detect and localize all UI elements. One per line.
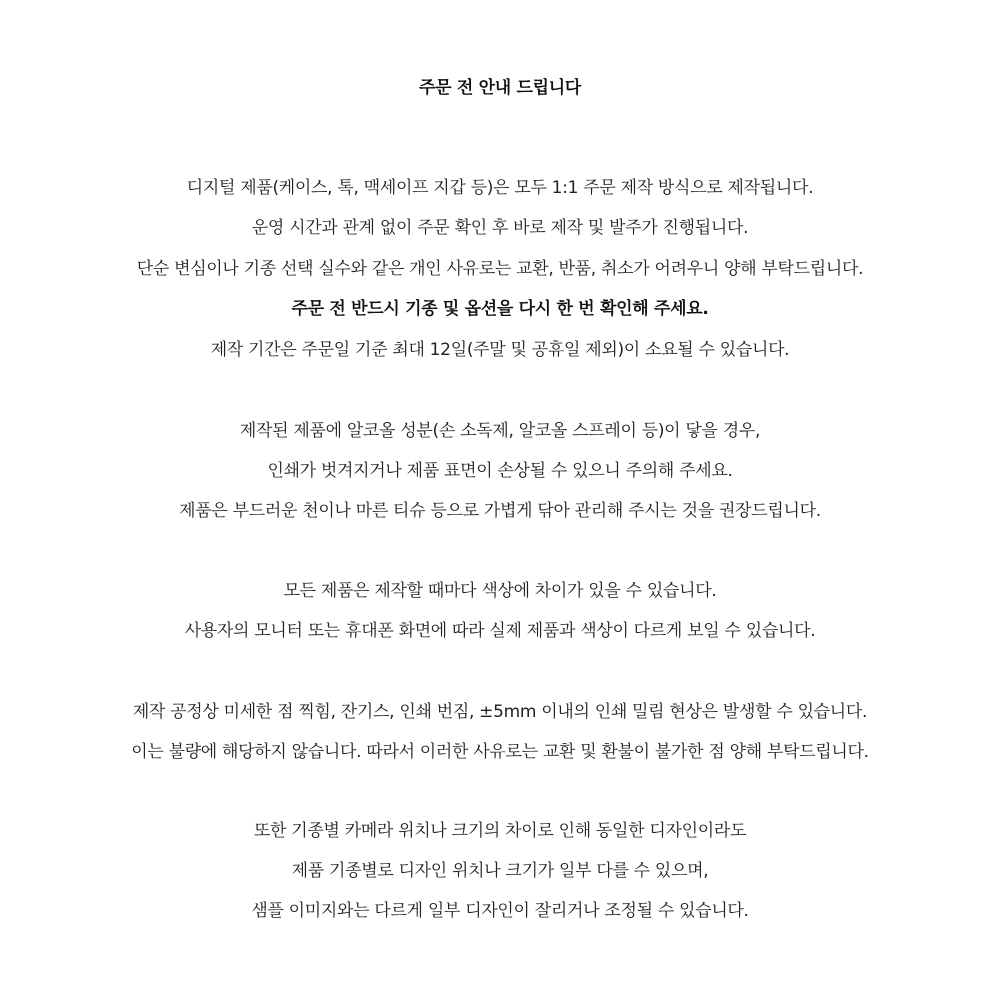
notice-line: 또한 기종별 카메라 위치나 크기의 차이로 인해 동일한 디자인이라도: [253, 821, 747, 841]
notice-line: 제품 기종별로 디자인 위치나 크기가 일부 다를 수 있으며,: [291, 861, 709, 881]
notice-line: 샘플 이미지와는 다르게 일부 디자인이 잘리거나 조정될 수 있습니다.: [251, 901, 749, 921]
notice-line: 제품은 부드러운 천이나 마른 티슈 등으로 가볍게 닦아 관리해 주시는 것을 권장드립니다.: [179, 501, 821, 521]
notice-line: 운영 시간과 관계 없이 주문 확인 후 바로 제작 및 발주가 진행됩니다.: [251, 218, 749, 238]
notice-line-emphasis: 주문 전 반드시 기종 및 옵션을 다시 한 번 확인해 주세요.: [291, 299, 709, 319]
notice-line: 모든 제품은 제작할 때마다 색상에 차이가 있을 수 있습니다.: [283, 581, 717, 601]
notice-line: 디지털 제품(케이스, 톡, 맥세이프 지갑 등)은 모두 1:1 주문 제작 방식으로 제작됩니다.: [186, 178, 814, 198]
notice-line: 인쇄가 벗겨지거나 제품 표면이 손상될 수 있으니 주의해 주세요.: [267, 461, 733, 481]
notice-line: 사용자의 모니터 또는 휴대폰 화면에 따라 실제 제품과 색상이 다르게 보일 수 있습니다.: [184, 621, 816, 641]
notice-title: 주문 전 안내 드립니다: [419, 78, 581, 98]
notice-line: 제작 공정상 미세한 점 찍힘, 잔기스, 인쇄 번짐, ±5mm 이내의 인쇄 밀림 현상은 발생할 수 있습니다.: [132, 702, 868, 722]
notice-line: 제작 기간은 주문일 기준 최대 12일(주말 및 공휴일 제외)이 소요될 수 있습니다.: [210, 340, 790, 360]
notice-line: 이는 불량에 해당하지 않습니다. 따라서 이러한 사유로는 교환 및 환불이 불가한 점 양해 부탁드립니다.: [131, 742, 869, 762]
notice-line: 단순 변심이나 기종 선택 실수와 같은 개인 사유로는 교환, 반품, 취소가 어려우니 양해 부탁드립니다.: [136, 259, 864, 279]
notice-line: 제작된 제품에 알코올 성분(손 소독제, 알코올 스프레이 등)이 닿을 경우,: [239, 421, 761, 441]
